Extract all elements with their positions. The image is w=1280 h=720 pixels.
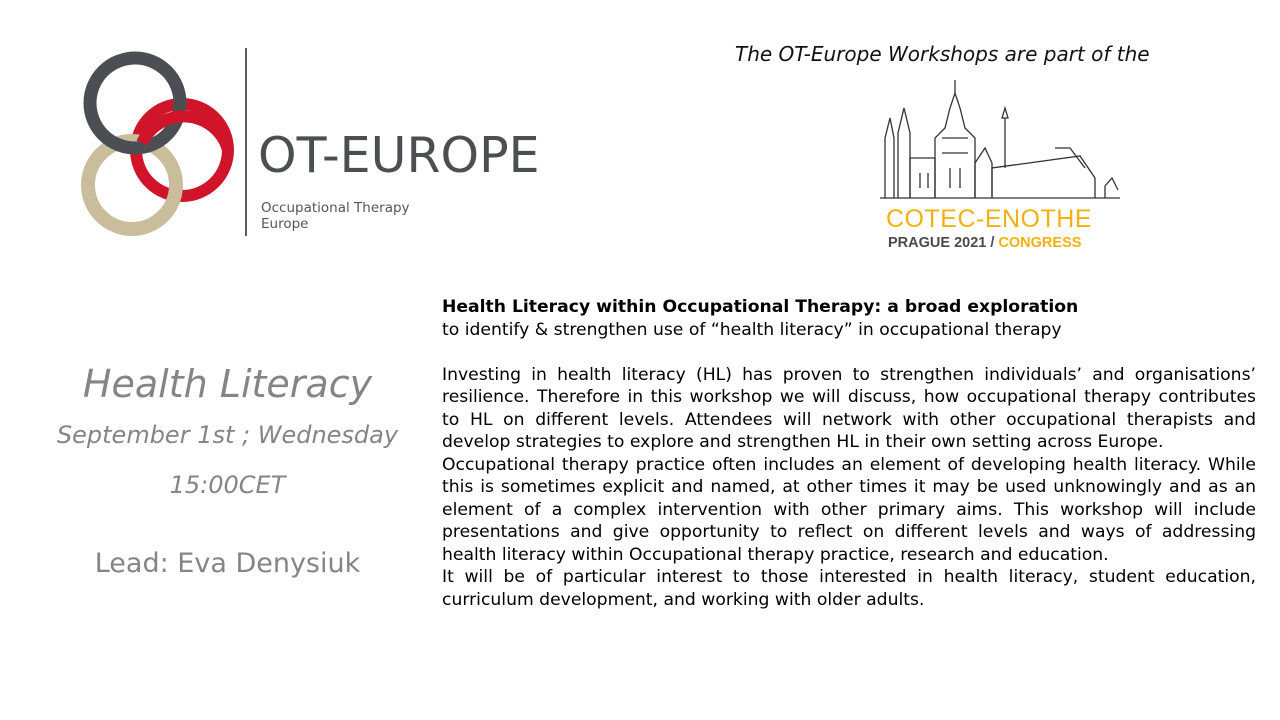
description-heading: Health Literacy within Occupational Therapy: a broad exploration bbox=[442, 297, 1079, 317]
event-title: Health Literacy bbox=[82, 362, 373, 406]
description-subheading: to identify & strengthen use of “health literacy” in occupational therapy bbox=[442, 319, 1062, 340]
ot-europe-subtitle: Occupational Therapy Europe bbox=[261, 200, 410, 232]
event-time: 15:00CET bbox=[169, 471, 286, 499]
ot-europe-logo bbox=[80, 45, 560, 245]
spacer bbox=[442, 341, 1256, 364]
ot-europe-name: OT-EUROPE bbox=[258, 127, 540, 184]
cotec-enothe-name: COTEC-ENOTHE bbox=[886, 205, 1092, 233]
workshop-description bbox=[442, 296, 1256, 611]
event-info bbox=[20, 355, 435, 581]
cotec-enothe-logo bbox=[880, 78, 1120, 258]
cotec-subtitle: PRAGUE 2021 / CONGRESS bbox=[888, 235, 1082, 251]
description-paragraph-2: Occupational therapy practice often includes an element of developing health literacy. While this is sometimes explicit and named, at other times it may be used unknowingly and as an element of a complex intervention with other primary aims. This workshop will include presentations and give opportunity to reflect on different levels and ways of addressing health literacy within Occupational therapy practice, research and education. bbox=[442, 454, 1256, 565]
description-paragraph-3: It will be of particular interest to those interested in health literacy, student education, curriculum development, and working with older adults. bbox=[442, 567, 1256, 610]
event-lead: Lead: Eva Denysiuk bbox=[94, 548, 361, 579]
ot-rings-icon bbox=[80, 45, 245, 245]
description-paragraph-1: Investing in health literacy (HL) has proven to strengthen individuals’ and organisations’ resilience. Therefore in this workshop we will discuss, how occupational therapy contributes to HL on different levels. Attendees will network with other occupational therapists and develop strategies to explore and strengthen HL in their own setting across Europe. bbox=[442, 364, 1256, 452]
logo-divider bbox=[245, 48, 247, 236]
part-of-text: The OT-Europe Workshops are part of the bbox=[735, 42, 1150, 66]
event-date: September 1st ; Wednesday bbox=[56, 421, 399, 449]
prague-castle-icon bbox=[880, 78, 1120, 203]
